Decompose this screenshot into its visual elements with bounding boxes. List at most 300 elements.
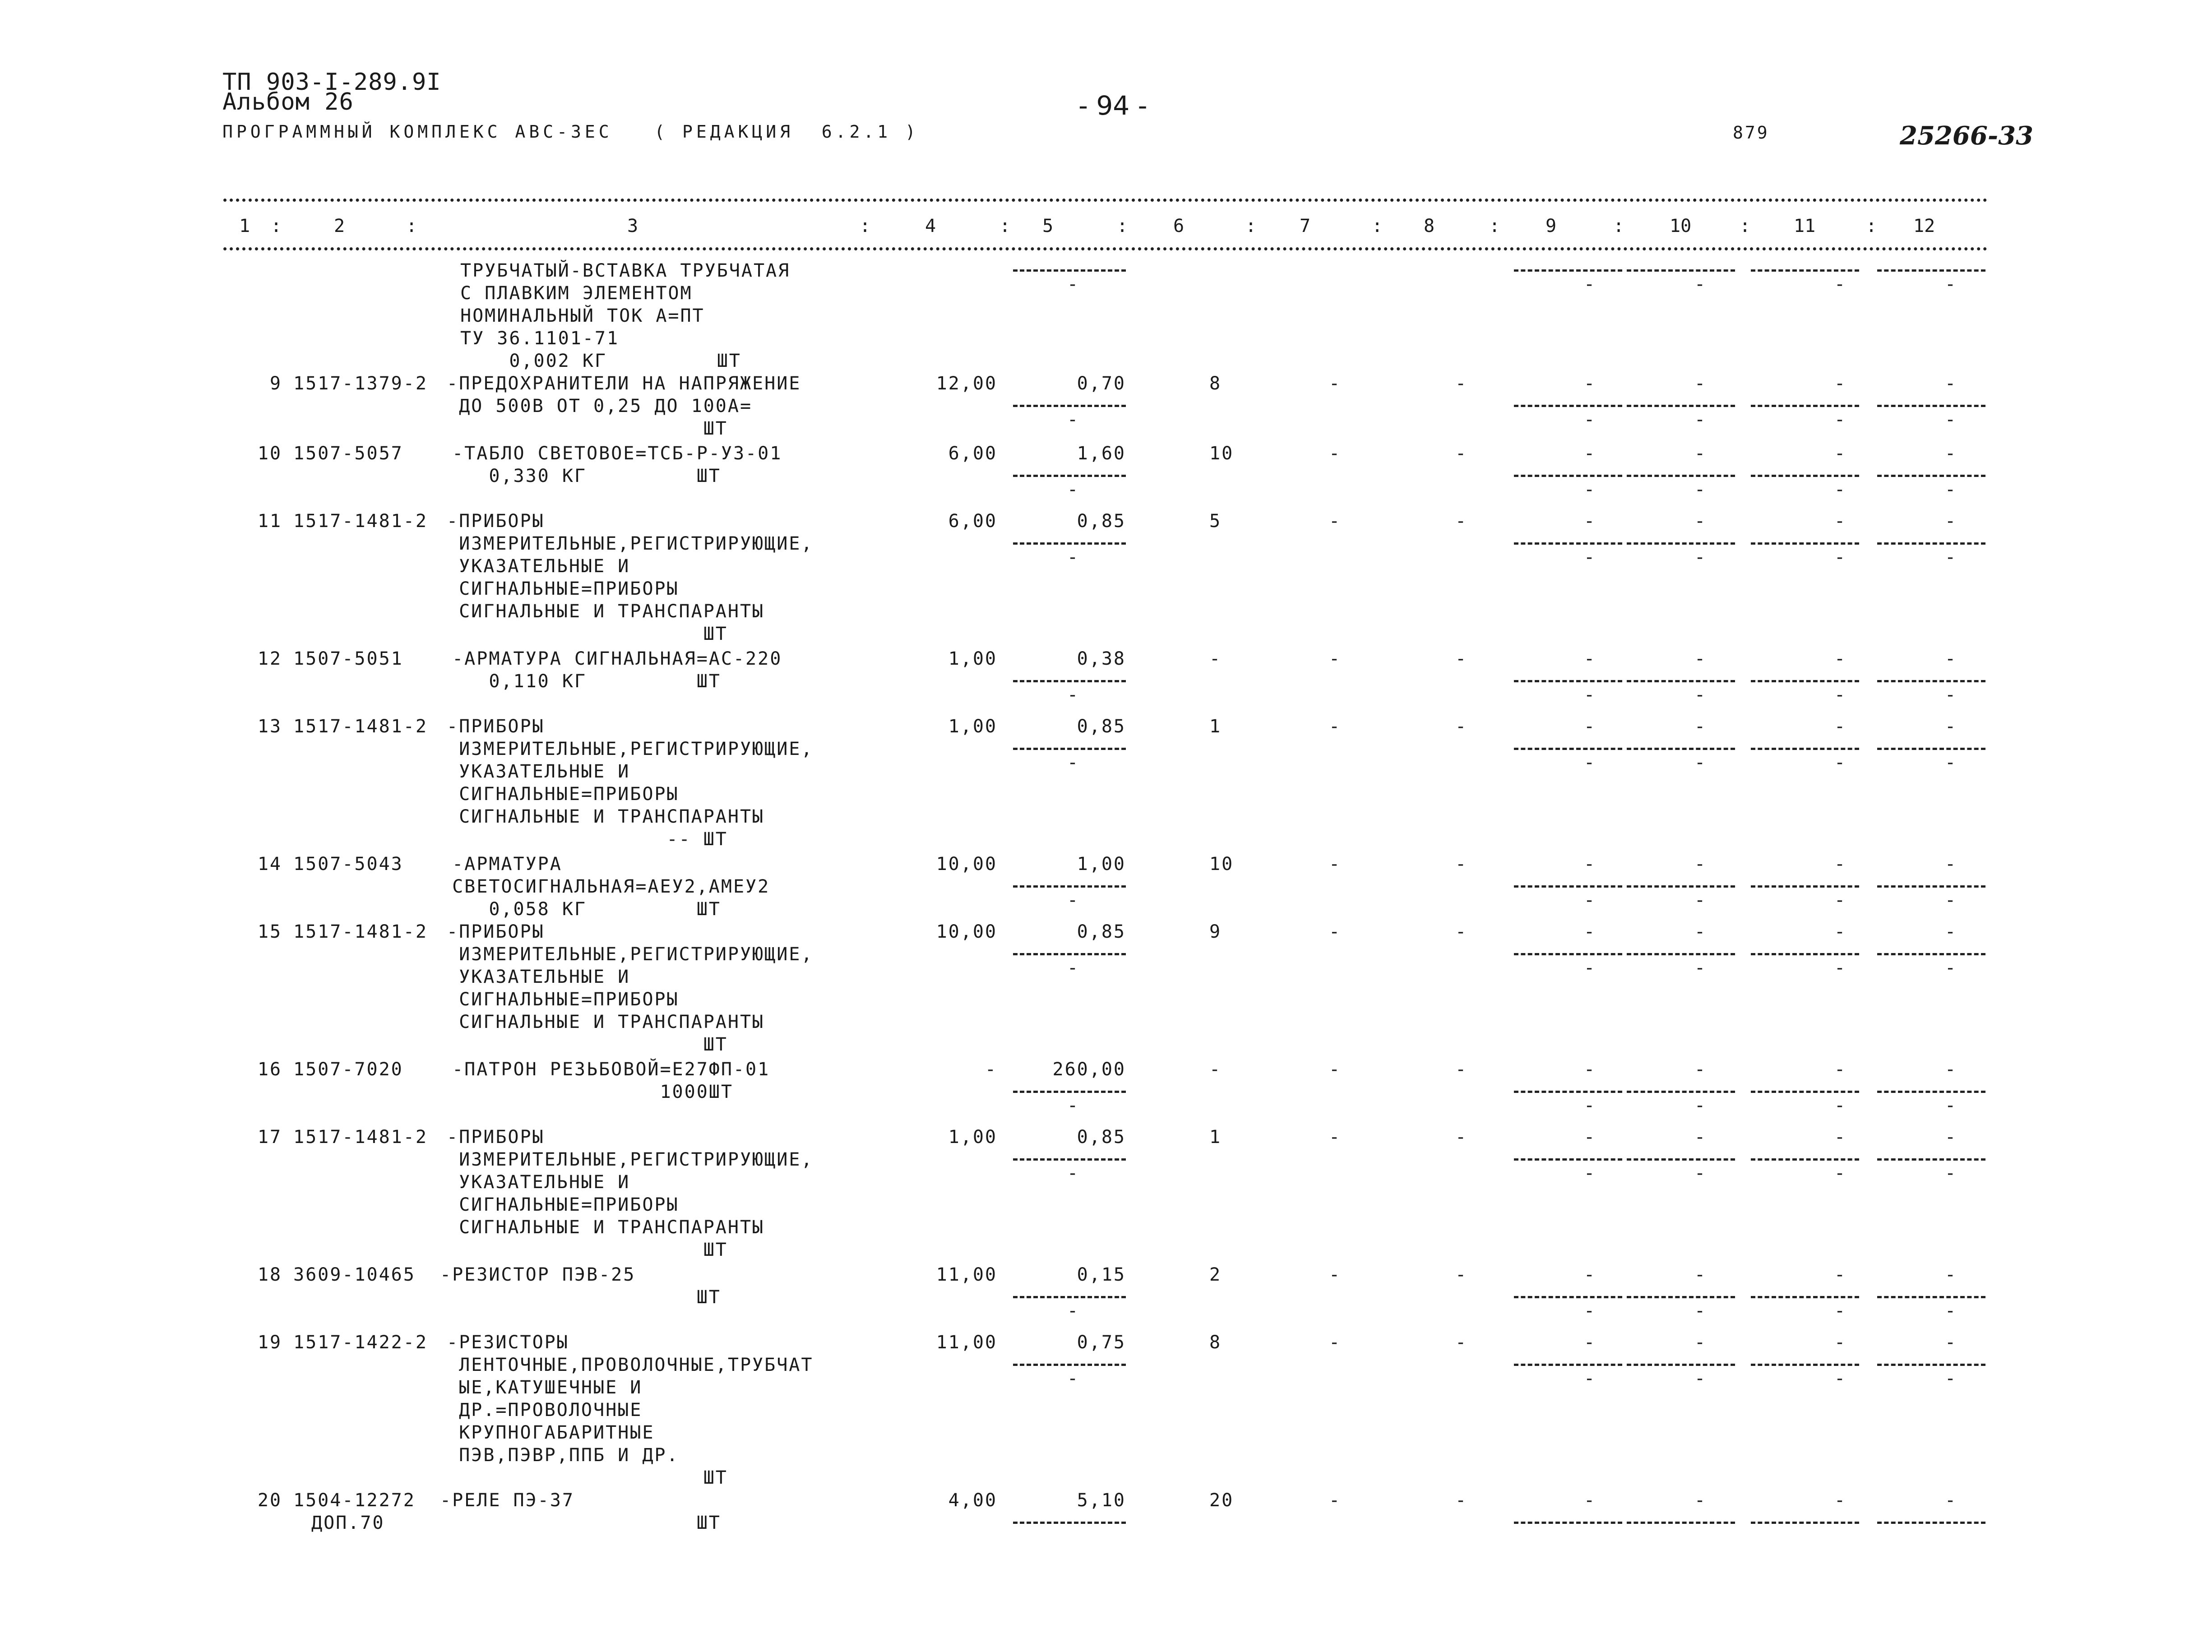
col10-value: - <box>1694 921 1707 942</box>
col7-value: - <box>1329 1127 1342 1148</box>
col10-dash-line <box>1627 269 1735 272</box>
handwritten-stamp: 25266-33 <box>1900 121 2033 151</box>
col11-dash: - <box>1834 890 1847 911</box>
col5-dash: - <box>1067 1163 1080 1184</box>
column-separator: : <box>406 216 417 236</box>
item-description: -РЕЛЕ ПЭ-37 <box>440 1490 574 1511</box>
col8-value: - <box>1455 648 1468 669</box>
col11-value: - <box>1834 921 1847 942</box>
row-number: 10 <box>257 443 282 464</box>
col10-value: - <box>1694 716 1707 737</box>
col5-value: 5,10 <box>1077 1490 1126 1511</box>
col9-dash-line <box>1514 405 1622 407</box>
col9-dash: - <box>1584 685 1597 705</box>
row-number: 19 <box>257 1332 282 1353</box>
col11-value: - <box>1834 1127 1847 1148</box>
item-description: ЫЕ,КАТУШЕЧНЫЕ И <box>447 1377 643 1398</box>
col5-dash: - <box>1067 547 1080 568</box>
column-separator: : <box>1489 216 1500 236</box>
item-description: -АРМАТУРА <box>440 854 562 875</box>
item-description: ДР.=ПРОВОЛОЧНЫЕ <box>447 1400 643 1421</box>
col12-dash: - <box>1945 685 1957 705</box>
col8-value: - <box>1455 1490 1468 1511</box>
col10-dash-line <box>1627 748 1735 750</box>
col11-value: - <box>1834 716 1847 737</box>
row-number: 20 <box>257 1490 282 1511</box>
col10-dash: - <box>1694 1095 1707 1116</box>
col6-value: 2 <box>1209 1264 1222 1285</box>
col11-dash-line <box>1751 1296 1859 1298</box>
col5-dash: - <box>1067 890 1080 911</box>
col7-value: - <box>1329 1332 1342 1353</box>
col5-dash-line <box>1013 680 1126 682</box>
album-label: Альбом 26 <box>222 88 354 116</box>
col6-value: 5 <box>1209 511 1222 532</box>
item-description: СИГНАЛЬНЫЕ И ТРАНСПАРАНТЫ <box>447 601 765 622</box>
col4-value: - <box>985 1059 997 1080</box>
item-description: УКАЗАТЕЛЬНЫЕ И <box>447 761 630 782</box>
col9-dash-line <box>1514 1158 1622 1161</box>
col9-dash: - <box>1584 1163 1597 1184</box>
col4-value: 4,00 <box>948 1490 997 1511</box>
col10-value: - <box>1694 373 1707 394</box>
col9-dash: - <box>1584 1368 1597 1389</box>
row-number: 18 <box>257 1264 282 1285</box>
col5-dash-line <box>1013 1522 1126 1524</box>
program-title: ПРОГРАММНЫЙ КОМПЛЕКС АВС-3ЕС ( РЕДАКЦИЯ 6.2.1 ) <box>222 122 919 142</box>
col12-dash-line <box>1877 1522 1985 1524</box>
col11-dash-line <box>1751 475 1859 477</box>
item-code: 1507-5051 <box>293 648 403 669</box>
col12-value: - <box>1945 373 1957 394</box>
col12-dash-line <box>1877 1158 1985 1161</box>
item-description: СИГНАЛЬНЫЕ И ТРАНСПАРАНТЫ <box>447 806 765 827</box>
col11-value: - <box>1834 1264 1847 1285</box>
col5-dash: - <box>1067 752 1080 773</box>
item-description: СВЕТОСИГНАЛЬНАЯ=АЕУ2,АМЕУ2 <box>440 876 770 897</box>
col9-dash-line <box>1514 1296 1622 1298</box>
col5-dash: - <box>1067 1095 1080 1116</box>
column-separator: : <box>1372 216 1383 236</box>
col10-dash-line <box>1627 1296 1735 1298</box>
col11-dash: - <box>1834 479 1847 500</box>
item-description: КРУПНОГАБАРИТНЫЕ <box>447 1422 655 1443</box>
item-description: ШТ <box>447 1034 728 1055</box>
col5-dash-line <box>1013 269 1126 272</box>
col12-dash-line <box>1877 269 1985 272</box>
col5-value: 1,00 <box>1077 854 1126 875</box>
col12-value: - <box>1945 854 1957 875</box>
col11-dash-line <box>1751 269 1859 272</box>
item-description: ИЗМЕРИТЕЛЬНЫЕ,РЕГИСТРИРУЮЩИЕ, <box>447 533 814 554</box>
col10-dash-line <box>1627 680 1735 682</box>
col10-dash-line <box>1627 1364 1735 1366</box>
col6-value: - <box>1209 648 1222 669</box>
col10-dash-line <box>1627 475 1735 477</box>
col9-dash-line <box>1514 1091 1622 1093</box>
col10-dash-line <box>1627 1158 1735 1161</box>
item-description: ШТ <box>447 1467 728 1488</box>
item-code: 1507-5057 <box>293 443 403 464</box>
col11-value: - <box>1834 443 1847 464</box>
item-description: ДО 500В ОТ 0,25 ДО 100А= <box>447 396 753 416</box>
col4-value: 1,00 <box>948 648 997 669</box>
col10-dash: - <box>1694 1300 1707 1321</box>
col11-dash: - <box>1834 1163 1847 1184</box>
col11-value: - <box>1834 373 1847 394</box>
col12-dash-line <box>1877 1296 1985 1298</box>
col12-dash: - <box>1945 890 1957 911</box>
col5-dash-line <box>1013 953 1126 955</box>
item-description: 1000ШТ <box>440 1082 733 1102</box>
col9-dash: - <box>1584 1300 1597 1321</box>
column-separator: : <box>271 216 282 236</box>
col8-value: - <box>1455 921 1468 942</box>
col7-value: - <box>1329 1264 1342 1285</box>
table-header-rule <box>223 247 1988 250</box>
item-description: ИЗМЕРИТЕЛЬНЫЕ,РЕГИСТРИРУЮЩИЕ, <box>447 944 814 965</box>
col6-value: 8 <box>1209 373 1222 394</box>
col7-value: - <box>1329 1490 1342 1511</box>
item-description: СИГНАЛЬНЫЕ И ТРАНСПАРАНТЫ <box>447 1012 765 1032</box>
item-description: ШТ <box>447 418 728 439</box>
col11-value: - <box>1834 648 1847 669</box>
col12-value: - <box>1945 1059 1957 1080</box>
col10-dash: - <box>1694 409 1707 430</box>
row-number: 11 <box>257 511 282 532</box>
col9-value: - <box>1584 648 1597 669</box>
col11-dash-line <box>1751 680 1859 682</box>
column-separator: : <box>1740 216 1751 236</box>
col12-dash: - <box>1945 958 1957 978</box>
col10-dash-line <box>1627 953 1735 955</box>
col12-dash: - <box>1945 1368 1957 1389</box>
column-header-6: 6 <box>1173 216 1185 236</box>
col8-value: - <box>1455 1127 1468 1148</box>
col10-dash-line <box>1627 542 1735 545</box>
col12-value: - <box>1945 1264 1957 1285</box>
col7-value: - <box>1329 511 1342 532</box>
col10-dash: - <box>1694 274 1707 295</box>
col5-dash: - <box>1067 958 1080 978</box>
item-description: СИГНАЛЬНЫЕ=ПРИБОРЫ <box>447 1194 679 1215</box>
col4-value: 6,00 <box>948 511 997 532</box>
col11-dash-line <box>1751 1158 1859 1161</box>
col11-value: - <box>1834 1490 1847 1511</box>
col9-value: - <box>1584 921 1597 942</box>
col12-dash-line <box>1877 748 1985 750</box>
col9-dash: - <box>1584 958 1597 978</box>
col9-dash: - <box>1584 752 1597 773</box>
col11-dash: - <box>1834 1300 1847 1321</box>
col8-value: - <box>1455 373 1468 394</box>
col5-dash-line <box>1013 1364 1126 1366</box>
col12-value: - <box>1945 443 1957 464</box>
col5-dash-line <box>1013 748 1126 750</box>
column-separator: : <box>1000 216 1011 236</box>
col9-dash: - <box>1584 1095 1597 1116</box>
col9-dash-line <box>1514 953 1622 955</box>
column-header-12: 12 <box>1913 216 1935 236</box>
item-description: ТУ 36.1101-71 <box>460 328 620 349</box>
col5-value: 0,85 <box>1077 511 1126 532</box>
col9-value: - <box>1584 716 1597 737</box>
col10-dash-line <box>1627 1522 1735 1524</box>
col11-dash-line <box>1751 885 1859 888</box>
row-number: 17 <box>257 1127 282 1148</box>
col4-value: 10,00 <box>936 921 997 942</box>
item-description: -ПРИБОРЫ <box>447 921 545 942</box>
item-description: -ТАБЛО СВЕТОВОЕ=ТСБ-Р-У3-01 <box>440 443 782 464</box>
col8-value: - <box>1455 1264 1468 1285</box>
col12-dash-line <box>1877 953 1985 955</box>
col12-dash: - <box>1945 1163 1957 1184</box>
col11-dash-line <box>1751 1364 1859 1366</box>
col6-value: 9 <box>1209 921 1222 942</box>
col5-dash: - <box>1067 479 1080 500</box>
item-description: -ПРЕДОХРАНИТЕЛИ НА НАПРЯЖЕНИЕ <box>447 373 801 394</box>
col9-value: - <box>1584 854 1597 875</box>
col10-dash: - <box>1694 479 1707 500</box>
item-description: -РЕЗИСТОРЫ <box>447 1332 569 1353</box>
col8-value: - <box>1455 1059 1468 1080</box>
col11-dash: - <box>1834 409 1847 430</box>
col12-dash-line <box>1877 542 1985 545</box>
column-separator: : <box>1866 216 1877 236</box>
col4-value: 11,00 <box>936 1264 997 1285</box>
col9-dash-line <box>1514 680 1622 682</box>
col10-dash: - <box>1694 1368 1707 1389</box>
col12-dash-line <box>1877 885 1985 888</box>
item-description: УКАЗАТЕЛЬНЫЕ И <box>447 1172 630 1193</box>
column-header-11: 11 <box>1794 216 1816 236</box>
row-number: 13 <box>257 716 282 737</box>
col12-dash: - <box>1945 547 1957 568</box>
col12-value: - <box>1945 1332 1957 1353</box>
row-number: 16 <box>257 1059 282 1080</box>
col4-value: 11,00 <box>936 1332 997 1353</box>
col8-value: - <box>1455 443 1468 464</box>
col7-value: - <box>1329 373 1342 394</box>
col9-dash-line <box>1514 748 1622 750</box>
col12-value: - <box>1945 511 1957 532</box>
col9-dash-line <box>1514 1364 1622 1366</box>
col5-dash: - <box>1067 274 1080 295</box>
doc-code: ТП 903-I-289.9I <box>222 69 441 96</box>
col9-dash-line <box>1514 542 1622 545</box>
col11-value: - <box>1834 511 1847 532</box>
item-subcode: ДОП.70 <box>311 1513 385 1533</box>
col10-dash: - <box>1694 890 1707 911</box>
item-description: -АРМАТУРА СИГНАЛЬНАЯ=АС-220 <box>440 648 782 669</box>
col5-dash-line <box>1013 1091 1126 1093</box>
col10-dash-line <box>1627 1091 1735 1093</box>
col10-dash: - <box>1694 547 1707 568</box>
item-code: 1517-1481-2 <box>293 511 428 532</box>
item-description: -ПАТРОН РЕЗЬБОВОЙ=Е27ФП-01 <box>440 1059 770 1080</box>
col5-value: 1,60 <box>1077 443 1126 464</box>
col10-dash: - <box>1694 752 1707 773</box>
col5-value: 0,38 <box>1077 648 1126 669</box>
col6-value: 10 <box>1209 443 1234 464</box>
col10-value: - <box>1694 1332 1707 1353</box>
item-description: УКАЗАТЕЛЬНЫЕ И <box>447 556 630 577</box>
item-description: ЛЕНТОЧНЫЕ,ПРОВОЛОЧНЫЕ,ТРУБЧАТ <box>447 1355 814 1375</box>
col9-value: - <box>1584 373 1597 394</box>
col10-dash: - <box>1694 1163 1707 1184</box>
col7-value: - <box>1329 648 1342 669</box>
col5-value: 0,15 <box>1077 1264 1126 1285</box>
col6-value: 10 <box>1209 854 1234 875</box>
col4-value: 12,00 <box>936 373 997 394</box>
column-separator: : <box>1245 216 1257 236</box>
item-description: -РЕЗИСТОР ПЭВ-25 <box>440 1264 636 1285</box>
column-header-10: 10 <box>1670 216 1692 236</box>
col11-dash: - <box>1834 547 1847 568</box>
col7-value: - <box>1329 1059 1342 1080</box>
col9-dash-line <box>1514 475 1622 477</box>
column-separator: : <box>1117 216 1128 236</box>
item-code: 1517-1481-2 <box>293 1127 428 1148</box>
item-description: 0,058 КГ ШТ <box>440 899 721 920</box>
item-description: СИГНАЛЬНЫЕ И ТРАНСПАРАНТЫ <box>447 1217 765 1238</box>
col8-value: - <box>1455 511 1468 532</box>
col9-value: - <box>1584 1490 1597 1511</box>
col10-value: - <box>1694 443 1707 464</box>
column-header-2: 2 <box>334 216 345 236</box>
item-description: ШТ <box>440 1287 721 1308</box>
row-number: 14 <box>257 854 282 875</box>
item-code: 3609-10465 <box>293 1264 416 1285</box>
item-description: ШТ <box>447 624 728 644</box>
item-description: ШТ <box>447 1240 728 1260</box>
col5-value: 260,00 <box>1052 1059 1126 1080</box>
col12-dash: - <box>1945 752 1957 773</box>
col12-dash: - <box>1945 1300 1957 1321</box>
item-description: ИЗМЕРИТЕЛЬНЫЕ,РЕГИСТРИРУЮЩИЕ, <box>447 1149 814 1170</box>
column-separator: : <box>860 216 871 236</box>
col10-value: - <box>1694 1127 1707 1148</box>
column-header-4: 4 <box>925 216 936 236</box>
col6-value: 20 <box>1209 1490 1234 1511</box>
col5-value: 0,75 <box>1077 1332 1126 1353</box>
col12-dash: - <box>1945 1095 1957 1116</box>
col11-value: - <box>1834 1059 1847 1080</box>
col5-dash-line <box>1013 885 1126 888</box>
col9-dash-line <box>1514 269 1622 272</box>
col10-value: - <box>1694 1490 1707 1511</box>
column-header-9: 9 <box>1546 216 1557 236</box>
col5-dash-line <box>1013 405 1126 407</box>
col12-value: - <box>1945 921 1957 942</box>
col6-value: 1 <box>1209 1127 1222 1148</box>
col10-value: - <box>1694 1059 1707 1080</box>
item-code: 1517-1422-2 <box>293 1332 428 1353</box>
col8-value: - <box>1455 1332 1468 1353</box>
col9-dash: - <box>1584 890 1597 911</box>
col11-dash-line <box>1751 953 1859 955</box>
item-description: СИГНАЛЬНЫЕ=ПРИБОРЫ <box>447 578 679 599</box>
item-description: ТРУБЧАТЫЙ-ВСТАВКА ТРУБЧАТАЯ <box>460 260 791 281</box>
item-description: -ПРИБОРЫ <box>447 1127 545 1148</box>
col12-value: - <box>1945 648 1957 669</box>
col7-value: - <box>1329 443 1342 464</box>
item-code: 1507-7020 <box>293 1059 403 1080</box>
col5-value: 0,85 <box>1077 1127 1126 1148</box>
col4-value: 1,00 <box>948 1127 997 1148</box>
col5-dash-line <box>1013 1158 1126 1161</box>
col10-value: - <box>1694 648 1707 669</box>
col4-value: 6,00 <box>948 443 997 464</box>
col4-value: 10,00 <box>936 854 997 875</box>
col12-value: - <box>1945 1127 1957 1148</box>
col12-value: - <box>1945 1490 1957 1511</box>
col11-dash-line <box>1751 542 1859 545</box>
col11-dash-line <box>1751 405 1859 407</box>
column-header-7: 7 <box>1300 216 1311 236</box>
col9-dash: - <box>1584 547 1597 568</box>
item-description: -- ШТ <box>447 829 728 850</box>
col9-dash: - <box>1584 274 1597 295</box>
col5-dash-line <box>1013 475 1126 477</box>
col11-dash-line <box>1751 1522 1859 1524</box>
col4-value: 1,00 <box>948 716 997 737</box>
item-description: 0,110 КГ ШТ <box>440 671 721 692</box>
col11-dash-line <box>1751 1091 1859 1093</box>
col6-value: 1 <box>1209 716 1222 737</box>
col7-value: - <box>1329 854 1342 875</box>
col10-dash-line <box>1627 405 1735 407</box>
column-header-1: 1 <box>239 216 250 236</box>
item-description: ИЗМЕРИТЕЛЬНЫЕ,РЕГИСТРИРУЮЩИЕ, <box>447 739 814 759</box>
col6-value: 8 <box>1209 1332 1222 1353</box>
col5-value: 0,85 <box>1077 716 1126 737</box>
col12-dash-line <box>1877 1364 1985 1366</box>
col11-value: - <box>1834 1332 1847 1353</box>
col12-dash-line <box>1877 475 1985 477</box>
col12-dash-line <box>1877 1091 1985 1093</box>
item-code: 1507-5043 <box>293 854 403 875</box>
item-description: -ПРИБОРЫ <box>447 511 545 532</box>
col12-dash-line <box>1877 405 1985 407</box>
col8-value: - <box>1455 716 1468 737</box>
col11-dash-line <box>1751 748 1859 750</box>
col9-value: - <box>1584 511 1597 532</box>
col12-dash: - <box>1945 274 1957 295</box>
col11-dash: - <box>1834 958 1847 978</box>
col5-value: 0,85 <box>1077 921 1126 942</box>
col5-dash-line <box>1013 542 1126 545</box>
column-header-5: 5 <box>1042 216 1054 236</box>
col7-value: - <box>1329 921 1342 942</box>
item-description: СИГНАЛЬНЫЕ=ПРИБОРЫ <box>447 784 679 805</box>
row-number: 12 <box>257 648 282 669</box>
col9-value: - <box>1584 1264 1597 1285</box>
col10-dash: - <box>1694 958 1707 978</box>
item-code: 1517-1481-2 <box>293 921 428 942</box>
sheet-number: 879 <box>1733 123 1769 143</box>
col5-dash: - <box>1067 409 1080 430</box>
col12-dash: - <box>1945 479 1957 500</box>
item-description: СИГНАЛЬНЫЕ=ПРИБОРЫ <box>447 989 679 1010</box>
col11-dash: - <box>1834 1368 1847 1389</box>
row-number: 9 <box>269 373 282 394</box>
col10-value: - <box>1694 511 1707 532</box>
col12-value: - <box>1945 716 1957 737</box>
col10-value: - <box>1694 854 1707 875</box>
col9-value: - <box>1584 1127 1597 1148</box>
col7-value: - <box>1329 716 1342 737</box>
